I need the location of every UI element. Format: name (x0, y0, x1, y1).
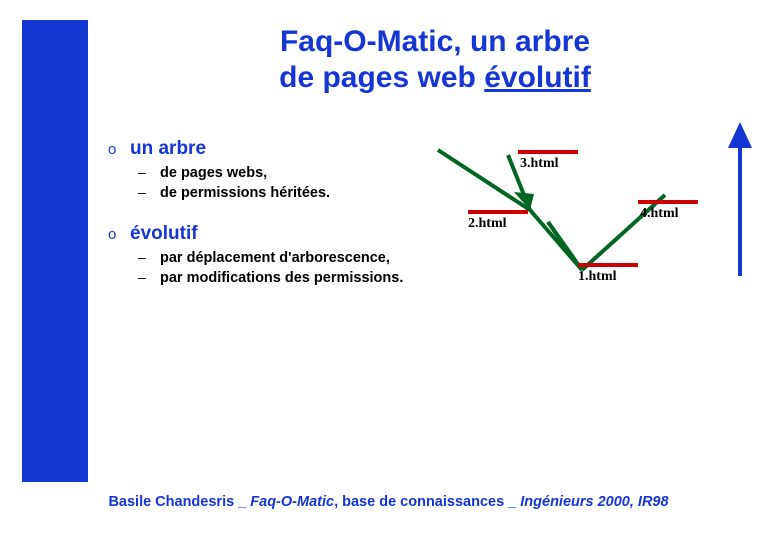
footer (0, 494, 777, 510)
dash-marker-icon: – (138, 184, 146, 200)
sub-bullet-label: de permissions héritées. (160, 185, 331, 201)
sub-bullet-label: par modifications des permissions. (160, 270, 404, 286)
bullet-label: évolutif (130, 223, 198, 244)
title-line-2-text: de pages web (279, 61, 485, 94)
bullet-marker-icon: o (108, 141, 117, 158)
node-label-1: 1.html (578, 269, 617, 284)
left-decorative-bar (22, 20, 88, 482)
title-line-1: Faq-O-Matic, un arbre (279, 25, 591, 58)
footer-org-italic: Ingénieurs 2000, IR98 (520, 494, 669, 510)
node-label-2: 2.html (468, 216, 507, 231)
footer-product-italic-tail: atic (309, 494, 335, 510)
dash-marker-icon: – (138, 164, 146, 180)
dash-marker-icon: – (138, 269, 146, 285)
tree-diagram (430, 110, 760, 320)
bullet-label: un arbre (130, 138, 207, 159)
title-line-2-underlined: évolutif (484, 61, 591, 94)
node-label-4: 4.html (640, 206, 679, 221)
dash-marker-icon: – (138, 249, 146, 265)
up-arrow-icon (718, 118, 762, 278)
tree-diagram-svg (430, 110, 760, 320)
sub-bullet-label: par déplacement d'arborescence, (160, 250, 390, 266)
footer-middle: , base de connaissances _ (334, 494, 521, 510)
footer-author: Basile Chandesris _ (108, 494, 251, 510)
node-label-3: 3.html (520, 156, 559, 171)
branch-mid-down (548, 222, 575, 260)
bullet-marker-icon: o (108, 226, 117, 243)
page-title (110, 24, 760, 96)
footer-product-italic: Faq-O-M (250, 494, 310, 510)
sub-bullet-label: de pages webs, (160, 165, 268, 181)
title-line-2 (110, 60, 760, 96)
